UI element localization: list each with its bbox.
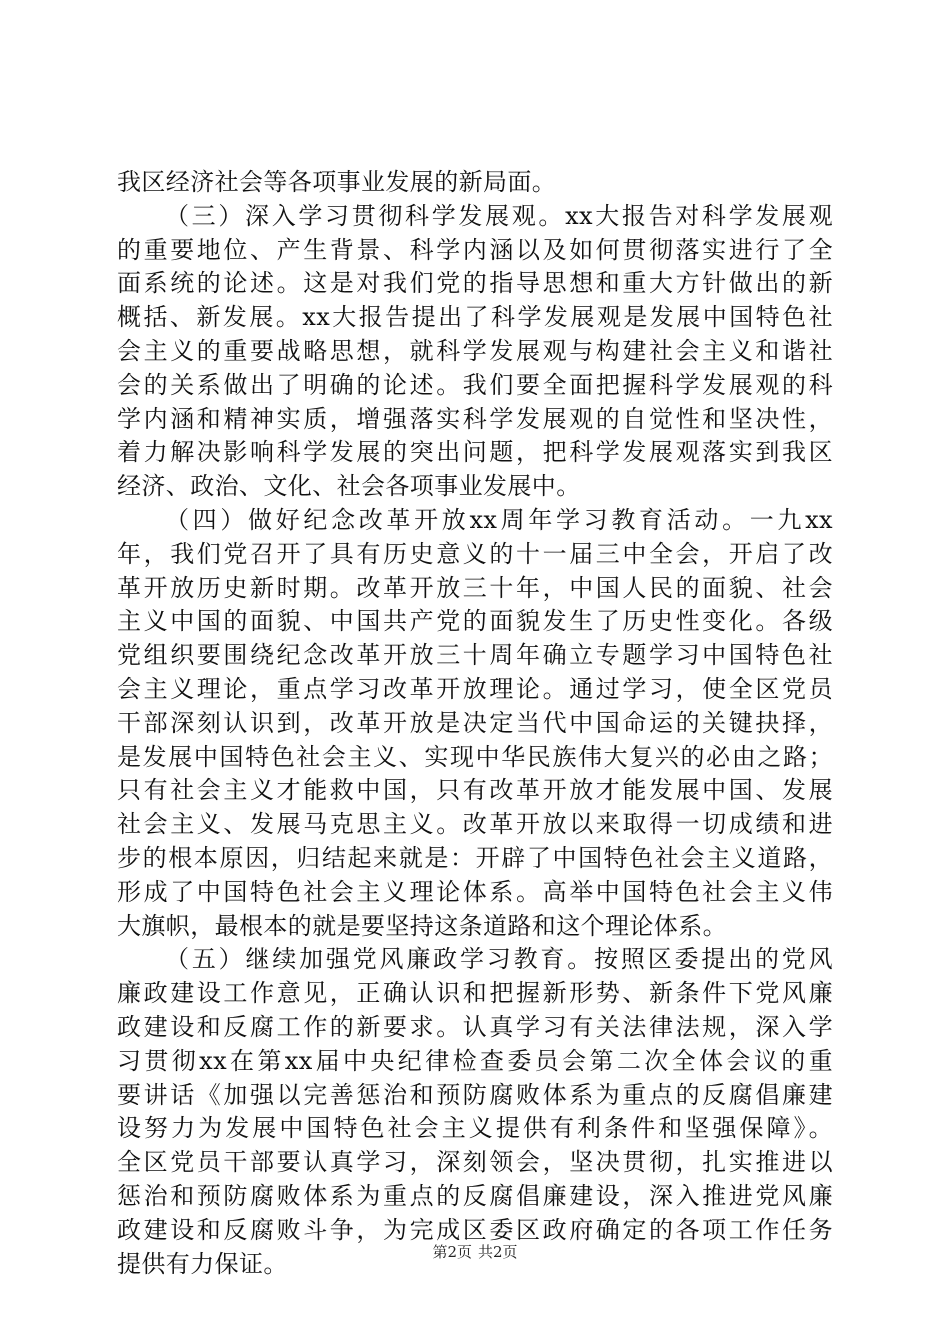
paragraph-start-line: （五）继续加强党风廉政学习教育。按照区委提出的党风 (165, 945, 833, 974)
text-line: 会的关系做出了明确的论述。我们要全面把握科学发展观的科 (117, 370, 833, 399)
text-line: 学内涵和精神实质，增强落实科学发展观的自觉性和坚决性， (117, 404, 833, 433)
text-line: 政建设和反腐败斗争，为完成区委区政府确定的各项工作任务 (117, 1215, 833, 1244)
text-line: 概括、新发展。xx大报告提出了科学发展观是发展中国特色社 (117, 303, 833, 332)
text-line: 要讲话《加强以完善惩治和预防腐败体系为重点的反腐倡廉建 (117, 1080, 833, 1109)
text-line: 政建设和反腐工作的新要求。认真学习有关法律法规，深入学 (117, 1012, 833, 1041)
paragraph-start-line: （四）做好纪念改革开放xx周年学习教育活动。一九xx (165, 505, 833, 534)
text-line: 主义中国的面貌、中国共产党的面貌发生了历史性变化。各级 (117, 607, 833, 636)
text-line: 社会主义、发展马克思主义。改革开放以来取得一切成绩和进 (117, 810, 833, 839)
text-line: 会主义理论，重点学习改革开放理论。通过学习，使全区党员 (117, 674, 833, 703)
page-number: 第2页 (432, 1243, 472, 1261)
text-line: 是发展中国特色社会主义、实现中华民族伟大复兴的必由之路； (117, 742, 833, 771)
text-line: 步的根本原因，归结起来就是：开辟了中国特色社会主义道路， (117, 843, 833, 872)
text-line: 全区党员干部要认真学习，深刻领会，坚决贯彻，扎实推进以 (117, 1148, 833, 1177)
text-line: 提供有力保证。 (117, 1249, 288, 1278)
text-line: 的重要地位、产生背景、科学内涵以及如何贯彻落实进行了全 (117, 235, 833, 264)
text-line: 惩治和预防腐败体系为重点的反腐倡廉建设，深入推进党风廉 (117, 1181, 833, 1210)
page-total: 共2页 (478, 1243, 518, 1261)
text-line: 廉政建设工作意见，正确认识和把握新形势、新条件下党风廉 (117, 979, 833, 1008)
document-body (117, 166, 833, 1281)
text-line: 我区经济社会等各项事业发展的新局面。 (117, 168, 557, 196)
text-line: 经济、政治、文化、社会各项事业发展中。 (117, 472, 581, 501)
text-line: 年，我们党召开了具有历史意义的十一届三中全会，开启了改 (117, 539, 833, 568)
text-line: 习贯彻xx在第xx届中央纪律检查委员会第二次全体会议的重 (117, 1046, 833, 1075)
text-line: 会主义的重要战略思想，就科学发展观与构建社会主义和谐社 (117, 336, 833, 365)
text-line: 面系统的论述。这是对我们党的指导思想和重大方针做出的新 (117, 269, 833, 298)
paragraph-start-line: （三）深入学习贯彻科学发展观。xx大报告对科学发展观 (165, 201, 833, 230)
text-line: 着力解决影响科学发展的突出问题，把科学发展观落实到我区 (117, 438, 833, 467)
text-line: 革开放历史新时期。改革开放三十年，中国人民的面貌、社会 (117, 573, 833, 602)
text-line: 形成了中国特色社会主义理论体系。高举中国特色社会主义伟 (117, 877, 833, 906)
text-line: 党组织要围绕纪念改革开放三十周年确立专题学习中国特色社 (117, 641, 833, 670)
page-footer (0, 1242, 950, 1262)
text-line: 只有社会主义才能救中国，只有改革开放才能发展中国、发展 (117, 776, 833, 805)
text-line: 干部深刻认识到，改革开放是决定当代中国命运的关键抉择， (117, 708, 833, 737)
text-line: 大旗帜，最根本的就是要坚持这条道路和这个理论体系。 (117, 911, 727, 940)
text-line: 设努力为发展中国特色社会主义提供有利条件和坚强保障》。 (117, 1114, 833, 1143)
